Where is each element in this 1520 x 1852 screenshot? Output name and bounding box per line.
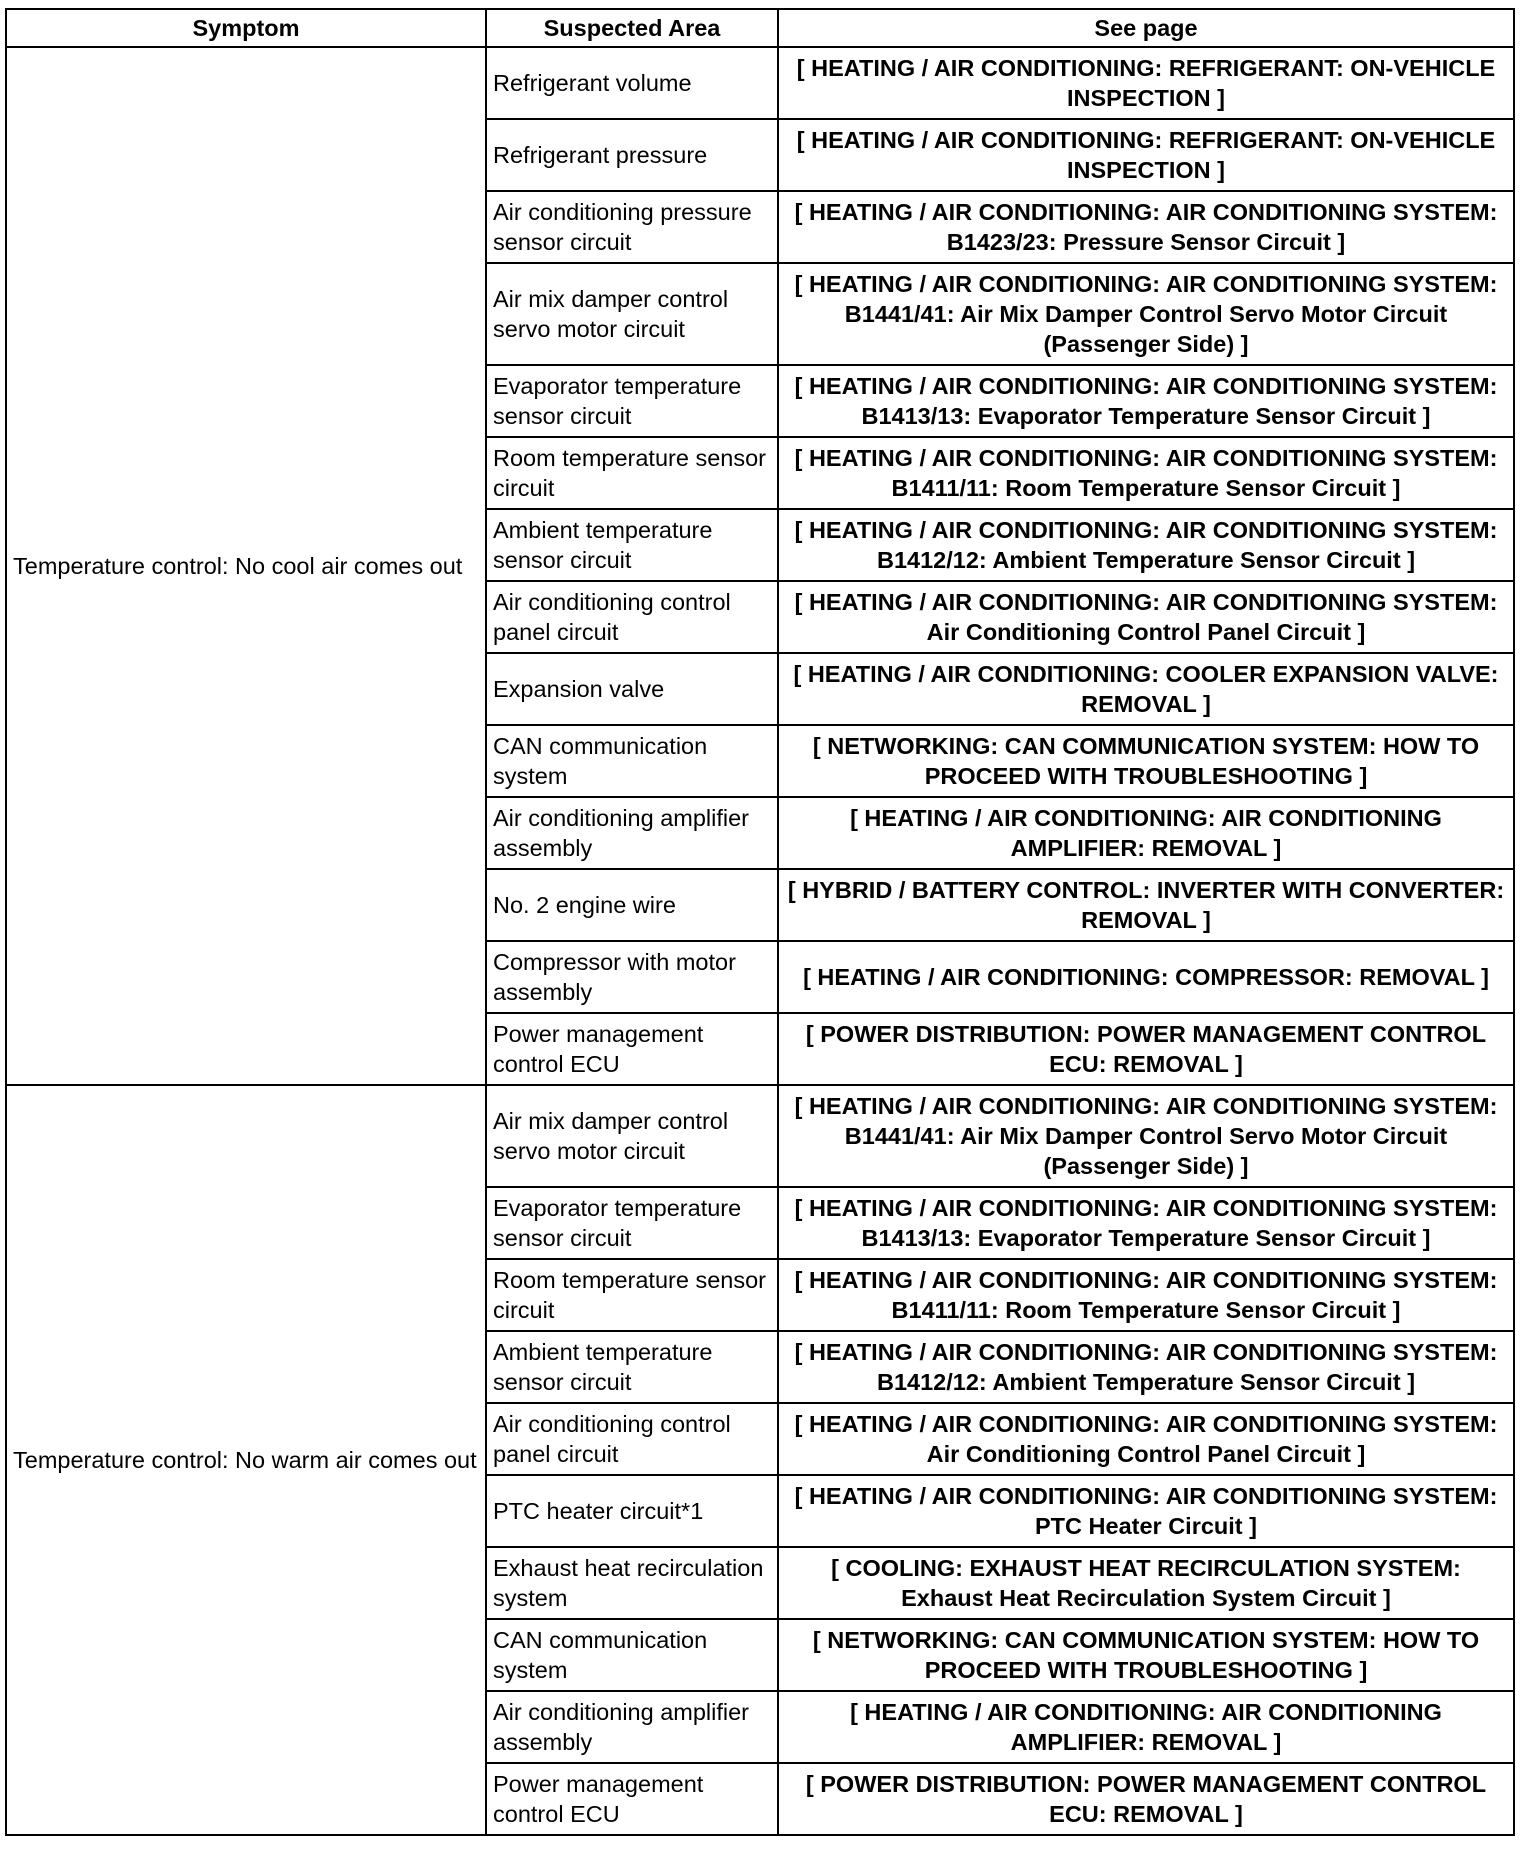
suspected-area-cell: Exhaust heat recirculation system (486, 1547, 778, 1619)
suspected-area-cell: Air conditioning amplifier assembly (486, 1691, 778, 1763)
suspected-area-cell: Power management control ECU (486, 1763, 778, 1835)
see-page-link[interactable]: [ HEATING / AIR CONDITIONING: AIR CONDITIONING SYSTEM: B1423/23: Pressure Sensor Circuit ] (778, 191, 1514, 263)
suspected-area-cell: CAN communication system (486, 725, 778, 797)
see-page-link[interactable]: [ NETWORKING: CAN COMMUNICATION SYSTEM: HOW TO PROCEED WITH TROUBLESHOOTING ] (778, 725, 1514, 797)
header-suspected-area: Suspected Area (486, 9, 778, 47)
suspected-area-cell: Air mix damper control servo motor circuit (486, 1085, 778, 1187)
see-page-link[interactable]: [ COOLING: EXHAUST HEAT RECIRCULATION SYSTEM: Exhaust Heat Recirculation System Circuit ] (778, 1547, 1514, 1619)
table-header-row (6, 9, 1514, 47)
suspected-area-cell: Air mix damper control servo motor circuit (486, 263, 778, 365)
see-page-link[interactable]: [ HEATING / AIR CONDITIONING: AIR CONDITIONING AMPLIFIER: REMOVAL ] (778, 1691, 1514, 1763)
suspected-area-cell: Expansion valve (486, 653, 778, 725)
see-page-link[interactable]: [ HEATING / AIR CONDITIONING: COMPRESSOR: REMOVAL ] (778, 941, 1514, 1013)
suspected-area-cell: Evaporator temperature sensor circuit (486, 1187, 778, 1259)
suspected-area-cell: Refrigerant volume (486, 47, 778, 119)
see-page-link[interactable]: [ NETWORKING: CAN COMMUNICATION SYSTEM: HOW TO PROCEED WITH TROUBLESHOOTING ] (778, 1619, 1514, 1691)
suspected-area-cell: Ambient temperature sensor circuit (486, 509, 778, 581)
see-page-link[interactable]: [ HEATING / AIR CONDITIONING: AIR CONDITIONING SYSTEM: B1441/41: Air Mix Damper Control Servo Motor Circuit (Passenger Side) ] (778, 263, 1514, 365)
see-page-link[interactable]: [ HEATING / AIR CONDITIONING: REFRIGERANT: ON-VEHICLE INSPECTION ] (778, 119, 1514, 191)
header-symptom: Symptom (6, 9, 486, 47)
suspected-area-cell: Evaporator temperature sensor circuit (486, 365, 778, 437)
table-row (6, 47, 1514, 119)
see-page-link[interactable]: [ HEATING / AIR CONDITIONING: AIR CONDITIONING SYSTEM: PTC Heater Circuit ] (778, 1475, 1514, 1547)
table-body (6, 47, 1514, 1835)
see-page-link[interactable]: [ HEATING / AIR CONDITIONING: AIR CONDITIONING SYSTEM: Air Conditioning Control Panel Circuit ] (778, 1403, 1514, 1475)
see-page-link[interactable]: [ HEATING / AIR CONDITIONING: AIR CONDITIONING SYSTEM: B1413/13: Evaporator Temperature Sensor Circuit ] (778, 1187, 1514, 1259)
symptom-cell: Temperature control: No cool air comes out (6, 47, 486, 1085)
see-page-link[interactable]: [ HEATING / AIR CONDITIONING: AIR CONDITIONING SYSTEM: Air Conditioning Control Panel Circuit ] (778, 581, 1514, 653)
troubleshooting-table (5, 8, 1515, 1836)
suspected-area-cell: PTC heater circuit*1 (486, 1475, 778, 1547)
table-row (6, 1085, 1514, 1187)
suspected-area-cell: Compressor with motor assembly (486, 941, 778, 1013)
see-page-link[interactable]: [ HEATING / AIR CONDITIONING: COOLER EXPANSION VALVE: REMOVAL ] (778, 653, 1514, 725)
suspected-area-cell: Refrigerant pressure (486, 119, 778, 191)
see-page-link[interactable]: [ HEATING / AIR CONDITIONING: AIR CONDITIONING SYSTEM: B1412/12: Ambient Temperature Sensor Circuit ] (778, 509, 1514, 581)
see-page-link[interactable]: [ HYBRID / BATTERY CONTROL: INVERTER WITH CONVERTER: REMOVAL ] (778, 869, 1514, 941)
suspected-area-cell: Ambient temperature sensor circuit (486, 1331, 778, 1403)
suspected-area-cell: Room temperature sensor circuit (486, 437, 778, 509)
symptom-cell: Temperature control: No warm air comes out (6, 1085, 486, 1835)
see-page-link[interactable]: [ HEATING / AIR CONDITIONING: AIR CONDITIONING SYSTEM: B1411/11: Room Temperature Sensor Circuit ] (778, 437, 1514, 509)
suspected-area-cell: Air conditioning control panel circuit (486, 1403, 778, 1475)
see-page-link[interactable]: [ HEATING / AIR CONDITIONING: AIR CONDITIONING SYSTEM: B1441/41: Air Mix Damper Control Servo Motor Circuit (Passenger Side) ] (778, 1085, 1514, 1187)
see-page-link[interactable]: [ POWER DISTRIBUTION: POWER MANAGEMENT CONTROL ECU: REMOVAL ] (778, 1013, 1514, 1085)
see-page-link[interactable]: [ HEATING / AIR CONDITIONING: REFRIGERANT: ON-VEHICLE INSPECTION ] (778, 47, 1514, 119)
header-see-page: See page (778, 9, 1514, 47)
see-page-link[interactable]: [ HEATING / AIR CONDITIONING: AIR CONDITIONING SYSTEM: B1411/11: Room Temperature Sensor Circuit ] (778, 1259, 1514, 1331)
suspected-area-cell: CAN communication system (486, 1619, 778, 1691)
suspected-area-cell: No. 2 engine wire (486, 869, 778, 941)
see-page-link[interactable]: [ HEATING / AIR CONDITIONING: AIR CONDITIONING SYSTEM: B1412/12: Ambient Temperature Sensor Circuit ] (778, 1331, 1514, 1403)
suspected-area-cell: Room temperature sensor circuit (486, 1259, 778, 1331)
suspected-area-cell: Air conditioning control panel circuit (486, 581, 778, 653)
suspected-area-cell: Air conditioning pressure sensor circuit (486, 191, 778, 263)
see-page-link[interactable]: [ HEATING / AIR CONDITIONING: AIR CONDITIONING AMPLIFIER: REMOVAL ] (778, 797, 1514, 869)
suspected-area-cell: Air conditioning amplifier assembly (486, 797, 778, 869)
suspected-area-cell: Power management control ECU (486, 1013, 778, 1085)
see-page-link[interactable]: [ HEATING / AIR CONDITIONING: AIR CONDITIONING SYSTEM: B1413/13: Evaporator Temperature Sensor Circuit ] (778, 365, 1514, 437)
see-page-link[interactable]: [ POWER DISTRIBUTION: POWER MANAGEMENT CONTROL ECU: REMOVAL ] (778, 1763, 1514, 1835)
